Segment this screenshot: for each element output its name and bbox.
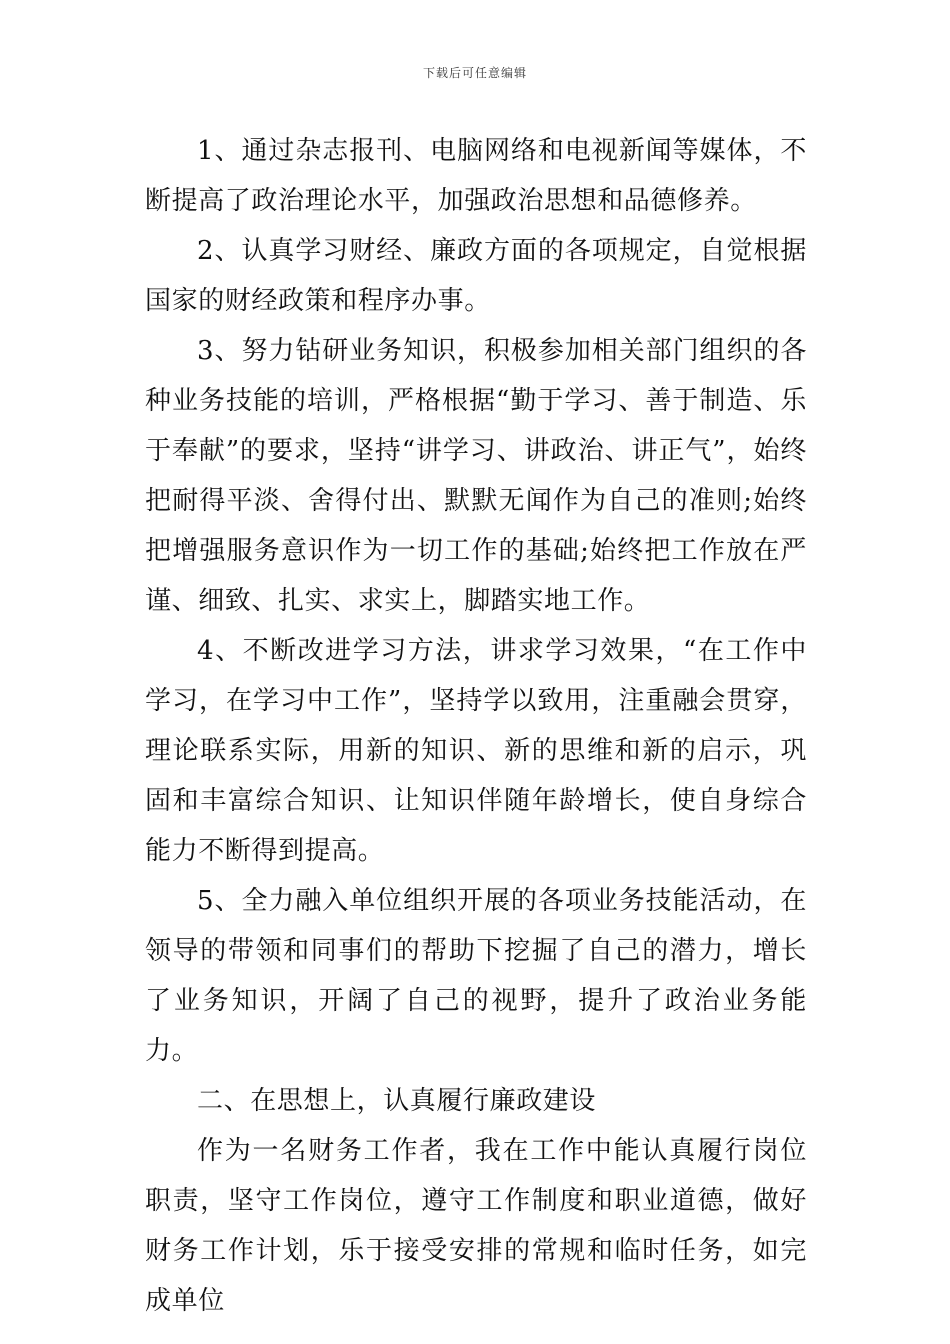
section-heading-2: 二、在思想上，认真履行廉政建设 (197, 1086, 597, 1116)
paragraph-item-2: 2、认真学习财经、廉政方面的各项规定，自觉根据国家的财经政策和程序办事。 (145, 236, 807, 316)
paragraph-item-4: 4、不断改进学习方法，讲求学习效果，“在工作中学习，在学习中工作”，坚持学以致用，注重融会贯穿，理论联系实际，用新的知识、新的思维和新的启示，巩固和丰富综合知识、让知识伴随年龄增长，使自身综合能力不断得到提高。 (145, 636, 807, 866)
document-body (145, 126, 807, 1326)
paragraph-item-3: 3、努力钻研业务知识，积极参加相关部门组织的各种业务技能的培训，严格根据“勤于学习、善于制造、乐于奉献”的要求，坚持“讲学习、讲政治、讲正气”，始终把耐得平淡、舍得付出、默默无闻作为自己的准则;始终把增强服务意识作为一切工作的基础;始终把工作放在严谨、细致、扎实、求实上，脚踏实地工作。 (145, 336, 807, 616)
paragraph-continued: 作为一名财务工作者，我在工作中能认真履行岗位职责，坚守工作岗位，遵守工作制度和职业道德，做好财务工作计划，乐于接受安排的常规和临时任务，如完成单位 (145, 1136, 807, 1316)
paragraph-item-5: 5、全力融入单位组织开展的各项业务技能活动，在领导的带领和同事们的帮助下挖掘了自己的潜力，增长了业务知识，开阔了自己的视野，提升了政治业务能力。 (145, 886, 807, 1066)
paragraph-item-1: 1、通过杂志报刊、电脑网络和电视新闻等媒体，不断提高了政治理论水平，加强政治思想和品德修养。 (145, 136, 807, 216)
header-note: 下载后可任意编辑 (422, 66, 527, 80)
